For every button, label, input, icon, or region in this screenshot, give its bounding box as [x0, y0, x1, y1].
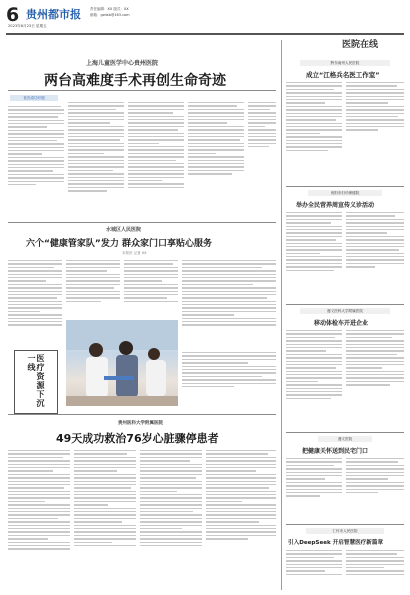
right-section5-col-a	[286, 548, 342, 592]
right-section2-col-a	[286, 210, 342, 300]
right-section2-col-b	[346, 210, 404, 300]
right-section3-tag: 遵义医科大学附属医院	[300, 308, 390, 314]
date-line: 2023年6月23日 星期五	[8, 24, 47, 28]
story2-byline: 本报讯 记者 XX	[122, 251, 147, 255]
story3-col-4	[206, 448, 276, 588]
top-story-tag: 首次成功开展	[10, 95, 58, 101]
news-photo	[66, 320, 178, 406]
right-section5-tag: 仁怀市人民医院	[306, 528, 384, 534]
top-story-col-1	[8, 104, 64, 204]
right-section4-col-b	[346, 456, 404, 522]
story3-col-1	[8, 448, 70, 588]
photo-people-illustration	[66, 320, 178, 406]
photo-caption-box	[14, 350, 58, 414]
right-section5-col-b	[346, 548, 404, 592]
top-story-kicker: 上海儿童医学中心贵州医院	[86, 60, 159, 67]
right-section5-headline: 引入DeepSeek 开启智慧医疗新篇章	[288, 540, 384, 546]
story2-col-4b	[182, 350, 276, 406]
story2-col-1	[8, 258, 62, 348]
story2-col-2	[66, 258, 120, 318]
right-section5-rule	[286, 524, 404, 525]
paper-name: 贵州都市报	[26, 8, 81, 21]
story2-kicker: 水城区人民医院	[106, 227, 142, 233]
story2-headline: 六个“健康管家队”发力 群众家门口享贴心服务	[26, 239, 212, 249]
right-section3-col-b	[346, 328, 404, 428]
right-section4-tag: 遵义医院	[318, 436, 372, 442]
right-section3-col-a	[286, 328, 342, 428]
top-story-col-3	[128, 100, 184, 220]
section-title: 医院在线	[342, 40, 379, 50]
top-story-col-4	[188, 100, 244, 220]
email-line: 邮箱：gzdsb@163.com	[90, 13, 130, 17]
story3-col-2	[74, 448, 136, 588]
story2-col-4	[182, 258, 276, 348]
story2-top-rule	[8, 222, 276, 223]
top-story-rule	[8, 90, 276, 91]
right-section2-headline: 举办全民营养周宣传义诊活动	[296, 202, 375, 209]
story3-col-3	[140, 448, 202, 588]
right-section3-headline: 移动体检车开进企业	[314, 320, 369, 327]
photo-caption-text: 医疗资源下沉一线	[27, 354, 46, 408]
right-section4-col-a	[286, 456, 342, 522]
page-number: 6	[6, 4, 20, 26]
right-section3-rule	[286, 304, 404, 305]
top-story-col-5	[248, 100, 276, 220]
column-divider	[281, 40, 282, 590]
right-section1-col-b	[346, 80, 404, 180]
right-section1-tag: 黔东南州人民医院	[300, 60, 390, 66]
editor-line: 责任编辑：XX 版式：XX	[90, 7, 129, 11]
right-section2-rule	[286, 186, 404, 187]
right-section4-rule	[286, 432, 404, 433]
story3-headline: 49天成功救治76岁心脏骤停患者	[56, 432, 219, 445]
top-story-headline: 两台高难度手术再创生命奇迹	[44, 73, 226, 89]
right-section1-headline: 成立“江格兵名医工作室”	[306, 71, 380, 79]
story2-col-3	[124, 258, 178, 318]
masthead-rule	[6, 33, 404, 35]
right-section2-tag: 贵阳市妇幼保健院	[308, 190, 382, 196]
right-section1-col-a	[286, 80, 342, 180]
story3-kicker: 贵州医科大学附属医院	[118, 421, 163, 426]
top-story-col-2	[68, 100, 124, 220]
story3-top-rule	[8, 414, 276, 415]
right-section4-headline: 把健康关怀送到民宅门口	[302, 448, 369, 455]
